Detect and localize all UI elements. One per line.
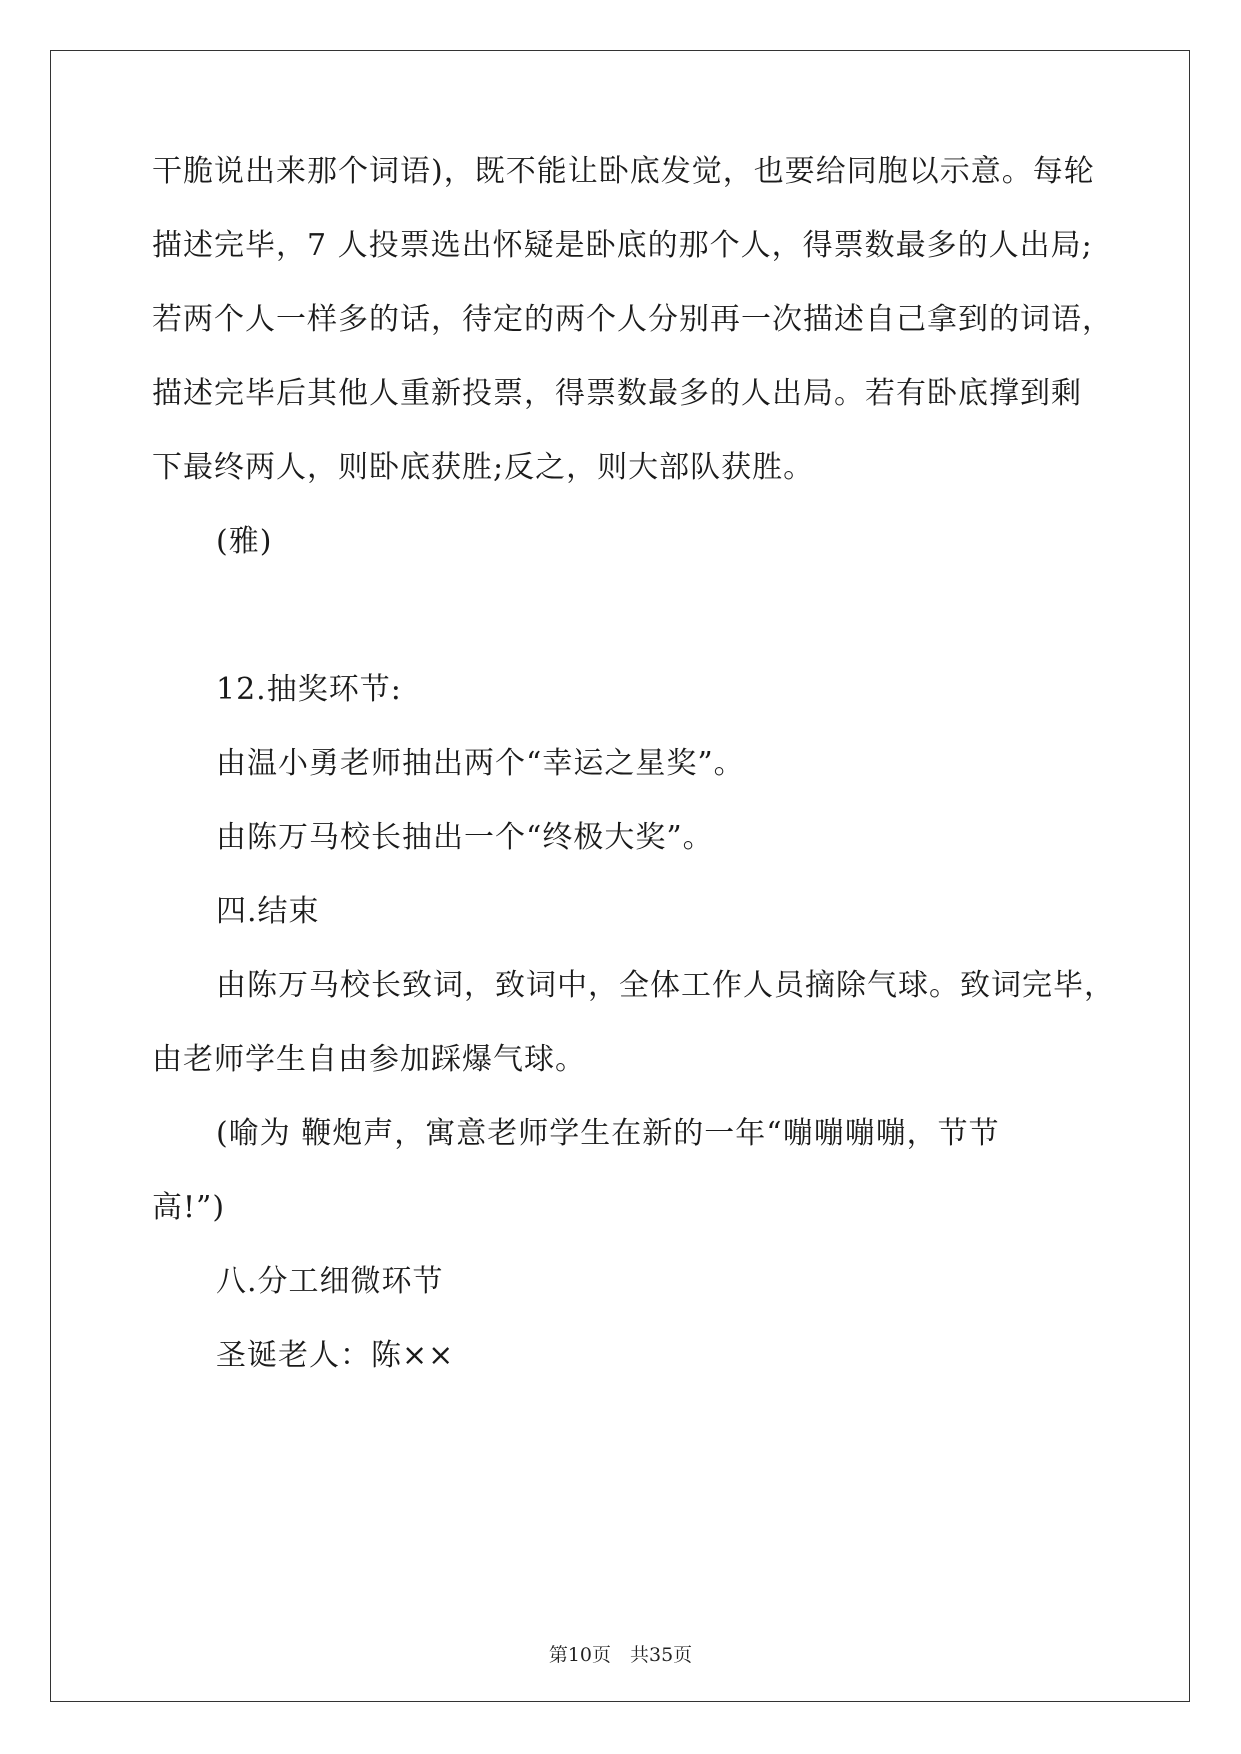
page-border [50,50,1190,1702]
lottery-item: 由温小勇老师抽出两个“幸运之星奖”。 [216,746,745,781]
lottery-item: 由陈万马校长抽出一个“终极大奖”。 [216,820,714,855]
paragraph-line: 干脆说出来那个词语)，既不能让卧底发觉，也要给同胞以示意。每轮 [152,154,1095,189]
paragraph-line: 由老师学生自由参加踩爆气球。 [152,1042,586,1077]
end-heading: 四.结束 [216,894,320,929]
lottery-heading: 12.抽奖环节: [216,672,402,707]
paragraph-line: 下最终两人，则卧底获胜;反之，则大部队获胜。 [152,450,815,485]
paragraph-line: 若两个人一样多的话，待定的两个人分别再一次描述自己拿到的词语， [152,302,1113,337]
paragraph-line: (喻为 鞭炮声，寓意老师学生在新的一年“嘣嘣嘣嘣，节节 [216,1116,1000,1151]
paragraph-line: 描述完毕后其他人重新投票，得票数最多的人出局。若有卧底撑到剩 [152,376,1082,411]
paragraph-line: 描述完毕，7 人投票选出怀疑是卧底的那个人，得票数最多的人出局; [152,228,1093,263]
paragraph-line: 由陈万马校长致词，致词中，全体工作人员摘除气球。致词完毕， [216,968,1115,1003]
page-number: 第10页 共35页 [548,1644,693,1666]
santa-assignment: 圣诞老人：陈×× [216,1338,455,1373]
note-ya: (雅) [216,524,273,559]
paragraph-line: 高!”) [152,1190,226,1225]
division-heading: 八.分工细微环节 [216,1264,444,1299]
